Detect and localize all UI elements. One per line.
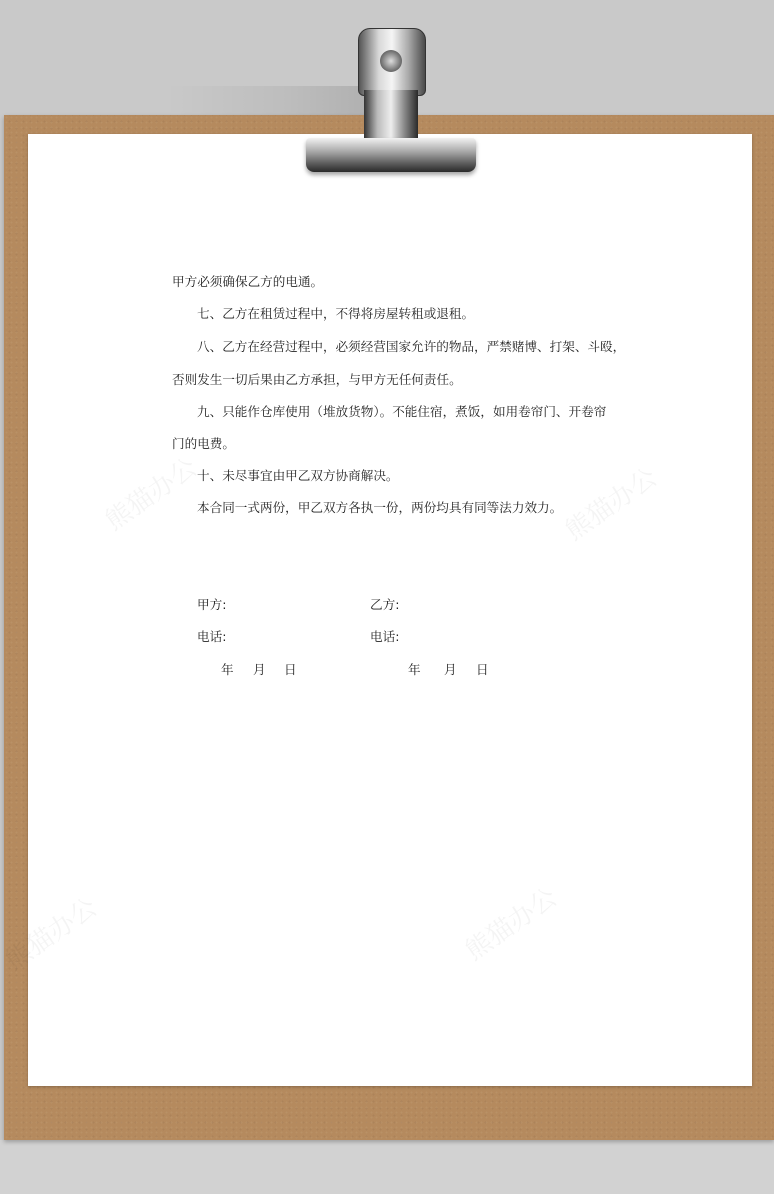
binder-clip-neck xyxy=(364,90,418,142)
paragraph-line: 十、未尽事宜由甲乙双方协商解决。 xyxy=(197,468,399,483)
background-bottom xyxy=(0,1140,774,1194)
paragraph-line: 七、乙方在租赁过程中，不得将房屋转租或退租。 xyxy=(197,306,475,321)
phone-a-label: 电话: xyxy=(197,629,227,644)
paragraph-line: 否则发生一切后果由乙方承担，与甲方无任何责任。 xyxy=(172,372,462,387)
watermark-text xyxy=(97,448,203,538)
paragraph-line: 九、只能作仓库使用（堆放货物）。不能住宿，煮饭，如用卷帘门、开卷帘 xyxy=(197,404,607,419)
date-month-a: 月 xyxy=(253,662,266,677)
paragraph-line: 本合同一式两份，甲乙双方各执一份，两份均具有同等法力效力。 xyxy=(197,500,563,515)
watermark-text xyxy=(457,878,563,968)
paragraph-line: 甲方必须确保乙方的电通。 xyxy=(172,274,324,289)
paragraph-line: 门的电费。 xyxy=(172,436,235,451)
date-day-b: 日 xyxy=(476,662,489,677)
paragraph-line: 八、乙方在经营过程中，必须经营国家允许的物品，严禁赌博、打架、斗殴， xyxy=(197,339,626,354)
date-month-b: 月 xyxy=(444,662,457,677)
phone-b-label: 电话: xyxy=(370,629,400,644)
paper-sheet xyxy=(28,134,752,1086)
watermark-text xyxy=(557,458,663,548)
party-b-label: 乙方: xyxy=(370,597,400,612)
binder-clip-base xyxy=(306,138,476,172)
clip-shadow xyxy=(166,86,366,116)
date-day-a: 日 xyxy=(284,662,297,677)
party-a-label: 甲方: xyxy=(197,597,227,612)
date-year-a: 年 xyxy=(221,662,234,677)
date-year-b: 年 xyxy=(408,662,421,677)
binder-clip-hole xyxy=(380,50,402,72)
